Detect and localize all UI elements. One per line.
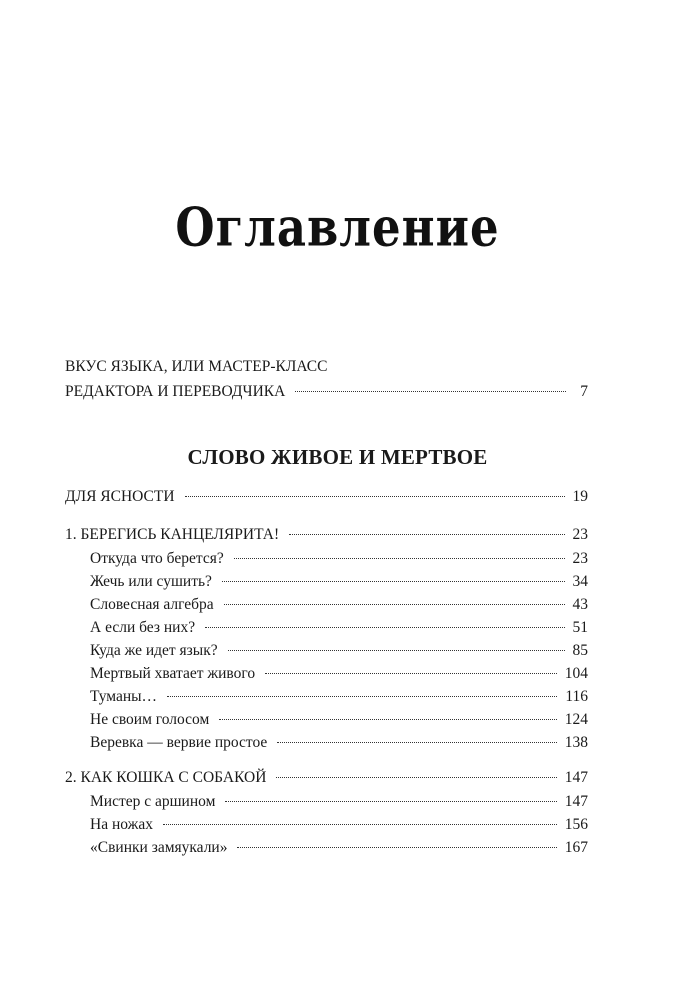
toc-chapter-2 <box>65 765 588 859</box>
toc-entry-label: Веревка — вервие простое <box>90 734 268 751</box>
page-number: 51 <box>572 619 588 636</box>
dot-leader <box>228 650 565 651</box>
toc-subentries <box>65 790 588 859</box>
toc-entry-label: 2. КАК КОШКА С СОБАКОЙ <box>65 769 267 786</box>
dot-leader <box>225 801 556 802</box>
toc-entry-label: Туманы… <box>90 688 158 705</box>
page-number: 34 <box>572 573 588 590</box>
toc-entry-label: На ножах <box>90 816 153 833</box>
section-title: СЛОВО ЖИВОЕ И МЕРТВОЕ <box>187 445 488 469</box>
page-number: 85 <box>572 642 588 659</box>
page-number: 116 <box>565 688 588 705</box>
toc-entry-label: Мертвый хватает живого <box>90 665 256 682</box>
toc-subentry[interactable] <box>65 836 588 859</box>
dot-leader <box>295 391 566 392</box>
page-number: 167 <box>564 839 588 856</box>
toc-subentry[interactable] <box>65 708 588 731</box>
toc-subentry[interactable] <box>65 662 588 685</box>
toc-entry-intro-line1: ВКУС ЯЗЫКА, ИЛИ МАСТЕР-КЛАСС <box>65 358 328 375</box>
dot-leader <box>237 847 556 848</box>
toc-subentry[interactable] <box>65 813 588 836</box>
toc-entry-label: 1. БЕРЕГИСЬ КАНЦЕЛЯРИТА! <box>65 526 280 543</box>
dot-leader <box>222 581 565 582</box>
toc-subentry[interactable] <box>65 616 588 639</box>
toc-entry-label: Жечь или сушить? <box>90 573 212 590</box>
toc-subentry[interactable] <box>65 731 588 754</box>
toc-subentry[interactable] <box>65 639 588 662</box>
toc-entry-intro-line2: РЕДАКТОРА И ПЕРЕВОДЧИКА <box>65 383 286 400</box>
dot-leader <box>205 627 564 628</box>
page-number: 23 <box>572 526 588 543</box>
page-number: 156 <box>564 816 588 833</box>
toc-entry-label: Не своим голосом <box>90 711 210 728</box>
dot-leader <box>224 604 565 605</box>
toc-entry-preface[interactable] <box>65 484 588 509</box>
page-number: 147 <box>564 769 588 786</box>
toc-entry-intro[interactable] <box>65 354 588 404</box>
dot-leader <box>265 673 557 674</box>
toc-entry-label: ДЛЯ ЯСНОСТИ <box>65 488 175 505</box>
dot-leader <box>289 534 564 535</box>
dot-leader <box>234 558 565 559</box>
dot-leader <box>276 777 556 778</box>
dot-leader <box>185 496 565 497</box>
toc-entry-label: Куда же идет язык? <box>90 642 218 659</box>
toc-entry-label: Мистер с аршином <box>90 793 216 810</box>
toc-subentries <box>65 547 588 754</box>
page-number: 7 <box>580 383 588 400</box>
page-number: 124 <box>564 711 588 728</box>
page-number: 104 <box>564 665 588 682</box>
toc-subentry[interactable] <box>65 593 588 616</box>
toc-entry-label: А если без них? <box>90 619 196 636</box>
toc-chapter-1 <box>65 522 588 754</box>
toc-entry-label: Откуда что берется? <box>90 550 224 567</box>
dot-leader <box>219 719 556 720</box>
toc-subentry[interactable] <box>65 570 588 593</box>
page-number: 23 <box>572 550 588 567</box>
page-title: Оглавление <box>175 196 500 259</box>
dot-leader <box>167 696 557 697</box>
toc-subentry[interactable] <box>65 790 588 813</box>
dot-leader <box>163 824 557 825</box>
dot-leader <box>277 742 556 743</box>
toc-entry-label: «Свинки замяукали» <box>90 839 228 856</box>
toc-subentry[interactable] <box>65 685 588 708</box>
page-number: 19 <box>572 488 588 505</box>
toc-subentry[interactable] <box>65 547 588 570</box>
toc-entry-chapter-2[interactable] <box>65 765 588 790</box>
page-number: 138 <box>564 734 588 751</box>
toc-entry-chapter-1[interactable] <box>65 522 588 547</box>
page-number: 43 <box>572 596 588 613</box>
page-number: 147 <box>564 793 588 810</box>
toc-entry-label: Словесная алгебра <box>90 596 214 613</box>
